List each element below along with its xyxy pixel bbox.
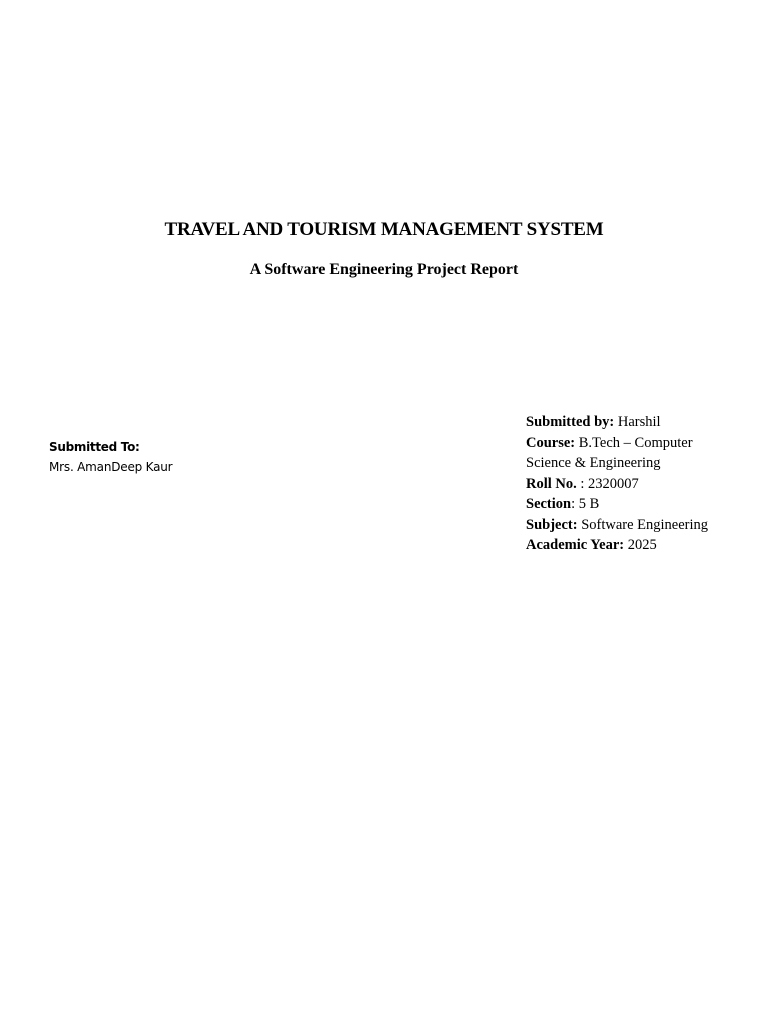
subject-row [526,515,726,536]
section-row [526,494,726,515]
academic-year-label: Academic Year: [526,537,625,553]
submitted-by-block [526,412,726,556]
submitted-to-block [49,437,172,477]
student-name: Harshil [614,414,661,430]
roll-value: : 2320007 [576,475,639,492]
academic-year-row [526,535,726,556]
submitted-to-label: Submitted To: [49,440,140,454]
course-value: B.Tech – Computer Science & Engineering [526,434,693,471]
document-subtitle: A Software Engineering Project Report [249,261,519,278]
subject-label: Subject: [526,516,578,533]
submitted-by-row [526,412,726,433]
subject-value: Software Engineering [577,516,709,533]
roll-row [526,474,726,495]
course-label: Course: [526,434,576,451]
section-label: Section [526,496,572,512]
course-row [526,433,726,474]
academic-year-value: 2025 [624,537,657,553]
supervisor-name: Mrs. AmanDeep Kaur [49,460,173,474]
submitted-by-label: Submitted by: [526,414,615,430]
document-title: TRAVEL AND TOURISM MANAGEMENT SYSTEM [164,219,604,240]
section-value: : 5 B [571,496,600,512]
roll-label: Roll No. [526,475,577,492]
